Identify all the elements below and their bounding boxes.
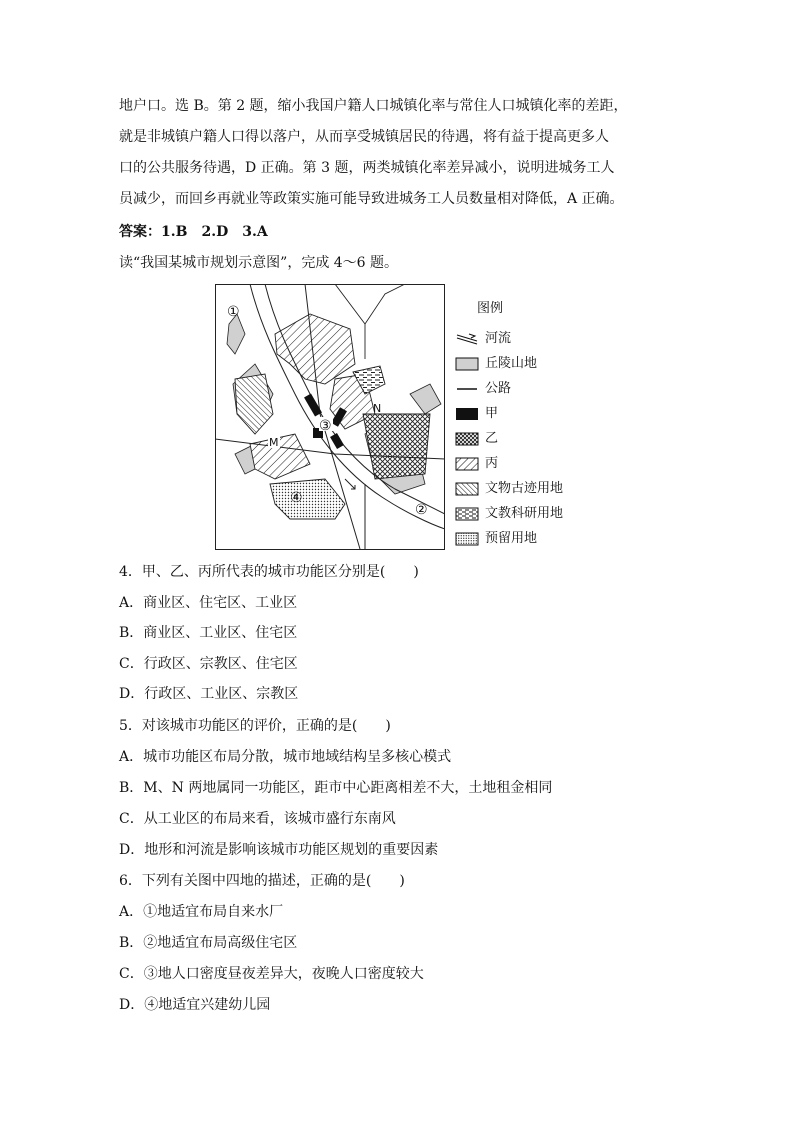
question-4-option-a: A．商业区、住宅区、工业区 [119, 595, 298, 611]
svg-text:M: M [269, 436, 279, 449]
question-5-option-b: B．M、N 两地属同一功能区，距市中心距离相差不大，土地租金相同 [119, 780, 553, 796]
legend-item-reserved [455, 530, 537, 548]
legend-item-jia [455, 405, 498, 423]
point-n-marker [373, 402, 381, 415]
question-4-option-b: B．商业区、工业区、住宅区 [119, 625, 298, 641]
explanation-line-1: 地户口。选 B。第 2 题，缩小我国户籍人口城镇化率与常住人口城镇化率的差距， [119, 98, 628, 114]
yi-swatch-icon [455, 432, 479, 446]
question-4-stem: 4．甲、乙、丙所代表的城市功能区分别是( ) [119, 564, 419, 580]
question-6-option-d: D．④地适宜兴建幼儿园 [119, 997, 271, 1013]
legend-item-heritage [455, 480, 563, 498]
explanation-line-2: 就是非城镇户籍人口得以落户，从而享受城镇居民的待遇，将有益于提高更多人 [119, 129, 609, 145]
question-5-option-a: A．城市功能区布局分散，城市地域结构呈多核心模式 [119, 749, 452, 765]
education-swatch-icon [455, 507, 479, 521]
legend-label: 预留用地 [485, 531, 538, 546]
bing-swatch-icon [455, 457, 479, 471]
legend-item-yi [455, 430, 498, 448]
svg-text:①: ① [227, 304, 240, 320]
explanation-line-3: 口的公共服务待遇，D 正确。第 3 题，两类城镇化率差异减小，说明进城务工人 [119, 160, 615, 176]
question-5-stem: 5．对该城市功能区的评价，正确的是( ) [119, 718, 391, 734]
legend-label: 河流 [485, 331, 512, 346]
site-4-marker [290, 490, 303, 506]
question-6-option-a: A．①地适宜布局自来水厂 [119, 904, 284, 920]
legend-title: 图例 [477, 301, 504, 316]
legend-label: 丙 [485, 456, 499, 471]
legend-item-road [455, 380, 511, 398]
legend-item-bing [455, 455, 498, 473]
svg-text:④: ④ [290, 490, 303, 506]
legend-label: 甲 [485, 406, 499, 421]
reserved-swatch-icon [455, 532, 479, 546]
site-3-marker [319, 417, 333, 434]
explanation-paragraph [119, 91, 679, 215]
svg-text:②: ② [415, 502, 428, 518]
svg-text:③: ③ [319, 418, 332, 434]
question-4-option-c: C．行政区、宗教区、住宅区 [119, 656, 298, 672]
explanation-line-4: 员减少，而回乡再就业等政策实施可能导致进城务工人员数量相对降低，A 正确。 [119, 191, 624, 207]
point-m-marker [268, 436, 280, 449]
jia-swatch-icon [455, 407, 479, 421]
question-5-option-c: C．从工业区的布局来看，该城市盛行东南风 [119, 811, 396, 827]
legend-label: 文教科研用地 [485, 506, 564, 521]
heritage-swatch-icon [455, 482, 479, 496]
question-6-stem: 6．下列有关图中四地的描述，正确的是( ) [119, 873, 405, 889]
river-icon [455, 332, 479, 346]
legend-item-education [455, 505, 563, 523]
legend-label: 丘陵山地 [485, 356, 538, 371]
zone-yi [363, 414, 430, 479]
question-4-option-d: D．行政区、工业区、宗教区 [119, 686, 299, 702]
intro-line: 读“我国某城市规划示意图”，完成 4～6 题。 [119, 255, 399, 271]
road-line-icon [455, 382, 479, 396]
city-plan-map [215, 284, 445, 550]
legend-item-hills [455, 355, 537, 373]
legend-label: 乙 [485, 431, 499, 446]
hills-swatch-icon [455, 357, 479, 371]
question-5-option-d: D．地形和河流是影响该城市功能区规划的重要因素 [119, 842, 439, 858]
legend-label: 文物古迹用地 [485, 481, 564, 496]
question-6-option-b: B．②地适宜布局高级住宅区 [119, 935, 298, 951]
map-svg [215, 284, 445, 550]
answer-line: 答案：1.B 2.D 3.A [119, 224, 268, 240]
legend-label: 公路 [485, 381, 512, 396]
question-6-option-c: C．③地人口密度昼夜差异大，夜晚人口密度较大 [119, 966, 424, 982]
site-1-marker [227, 304, 240, 320]
site-2-marker [415, 502, 428, 518]
svg-text:N: N [373, 402, 382, 415]
legend-item-river [455, 330, 511, 348]
